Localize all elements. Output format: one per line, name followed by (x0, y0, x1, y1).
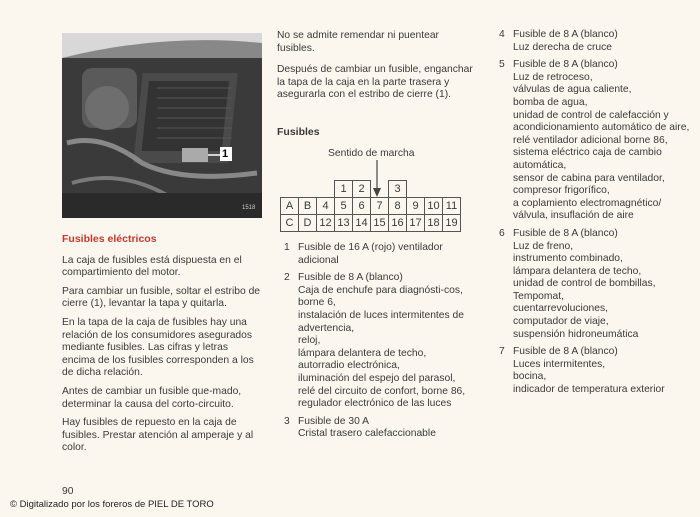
fuse-consumer: bocina, (513, 371, 547, 383)
grid-cell: C (281, 215, 299, 232)
paragraph: Antes de cambiar un fusible que-mado, determinar la causa del corto-circuito. (62, 385, 242, 410)
fuse-number: 3 (284, 415, 290, 427)
fuse-consumer: sistema eléctrico caja de cambio automática, (513, 147, 662, 171)
fuse-list-right (499, 29, 699, 402)
fuse-title: Fusible de 30 A (298, 415, 369, 427)
grid-cell: 15 (371, 215, 389, 232)
fuse-consumer: Cristal trasero calefaccionable (298, 428, 436, 440)
fuse-number: 6 (499, 227, 505, 239)
grid-cell: A (281, 198, 299, 215)
engine-compartment-photo (62, 33, 262, 218)
fuse-consumer: reloj, (298, 335, 321, 347)
grid-cell: 4 (317, 198, 335, 215)
fuse-consumer: autorradio electrónica, (298, 360, 400, 372)
paragraph: Después de cambiar un fusible, enganchar la tapa de la caja en la parte trasera y asegurarla con el estribo de cierre (1). (277, 64, 473, 101)
fuses-heading: Fusibles (277, 126, 320, 138)
grid-cell: 11 (443, 198, 461, 215)
fuse-consumer: Luz derecha de cruce (513, 41, 613, 53)
grid-cell: D (299, 215, 317, 232)
page-number: 90 (62, 486, 74, 497)
fuse-number: 4 (499, 29, 505, 40)
fuse-consumer: computador de viaje, (513, 316, 609, 328)
fuse-consumer: instrumento combinado, (513, 253, 623, 265)
middle-column (277, 30, 477, 102)
fuse-consumer: indicador de temperatura exterior (513, 384, 665, 396)
fuse-consumer: lámpara delantera de techo, (513, 265, 642, 277)
fuse-number: 7 (499, 346, 505, 358)
fuse-consumer: válvulas de agua caliente, (513, 84, 632, 96)
grid-cell: 1 (335, 181, 353, 198)
fuse-number: 5 (499, 59, 505, 71)
fuse-item (284, 242, 479, 267)
fuse-consumer: lámpara delantera de techo, (298, 347, 427, 359)
photo-callout: 1 (222, 148, 229, 160)
fuse-consumer: relé del circuito de confort, borne 86, regulador electrónico de las luces (298, 385, 466, 410)
fuse-item (284, 272, 479, 411)
fuse-item (499, 29, 699, 54)
fuse-consumer: unidad de control de bombillas, (513, 278, 656, 290)
fuse-consumer: iluminación del espejo del parasol, (298, 372, 456, 384)
grid-cell: 9 (407, 198, 425, 215)
grid-cell: 12 (317, 215, 335, 232)
figure-number: 1518 (242, 205, 256, 211)
fuse-list-middle (284, 242, 479, 446)
grid-cell: 7 (371, 198, 389, 215)
grid-cell: 14 (353, 215, 371, 232)
fuse-consumer: Luz de retroceso, (513, 71, 593, 83)
fuse-consumer: compresor frigorífico, (513, 185, 610, 197)
fuse-consumer: Luz de freno, (513, 240, 574, 252)
grid-cell: B (299, 198, 317, 215)
grid-cell: 18 (425, 215, 443, 232)
fuse-item (499, 59, 699, 223)
grid-cell: 19 (443, 215, 461, 232)
fuse-consumer: relé ventilador adicional borne 86, (513, 134, 668, 146)
paragraph: En la tapa de la caja de fusibles hay una relación de los consumidores asegurados mediante fusibles. Las cifras y letras encima de los fusibles corresponden a los de dicha relación. (62, 316, 254, 379)
fuse-number: 1 (284, 242, 290, 253)
fuse-title: Fusible de 16 A (rojo) ventilador adicional (298, 242, 443, 266)
fuse-consumer: bomba de agua, (513, 96, 588, 108)
grid-cell: 16 (389, 215, 407, 232)
fuse-consumer: cuentarrevoluciones, (513, 303, 609, 315)
grid-cell: 3 (389, 181, 407, 198)
fuse-item (284, 416, 479, 441)
left-column (62, 233, 262, 455)
fuse-item (499, 228, 699, 341)
direction-label: Sentido de marcha (328, 148, 415, 159)
grid-cell: 2 (353, 181, 371, 198)
fuse-title: Fusible de 8 A (blanco) (513, 346, 618, 358)
fuse-title: Fusible de 8 A (blanco) (513, 59, 618, 71)
grid-cell: 5 (335, 198, 353, 215)
grid-cell: 6 (353, 198, 371, 215)
fuse-title: Fusible de 8 A (blanco) (513, 227, 618, 239)
paragraph: Para cambiar un fusible, soltar el estribo de cierre (1), levantar la tapa y quitarla. (62, 285, 261, 310)
footer-credit: © Digitalizado por los foreros de PIEL DE TORO (10, 499, 214, 510)
paragraph: No se admite remendar ni puentear fusibles. (277, 30, 439, 54)
grid-cell: 10 (425, 198, 443, 215)
grid-cell: 13 (335, 215, 353, 232)
fuse-box-diagram (280, 180, 461, 232)
fuse-consumer: sensor de cabina para ventilador, (513, 172, 665, 184)
fuse-consumer: Tempomat, (513, 290, 564, 302)
fuse-item (499, 346, 699, 396)
fuse-title: Fusible de 8 A (blanco) (513, 29, 618, 40)
grid-cell: 17 (407, 215, 425, 232)
fuse-consumer: unidad de control de calefacción y acondicionamiento automático de aire, (513, 109, 690, 134)
fuse-consumer: suspensión hidroneumática (513, 328, 639, 340)
fuse-number: 2 (284, 272, 290, 284)
fuse-title: Fusible de 8 A (blanco) (298, 272, 403, 284)
fuse-consumer: Caja de enchufe para diagnósti-cos, borne 6, (298, 284, 463, 309)
fuse-consumer: Luces intermitentes, (513, 358, 606, 370)
fuse-consumer: a coplamiento electromagnético/ válvula, insuflación de aire (513, 197, 662, 222)
paragraph: Hay fusibles de repuesto en la caja de fusibles. Prestar atención al amperaje y al color. (62, 417, 254, 454)
grid-cell: 8 (389, 198, 407, 215)
fuse-consumer: instalación de luces intermitentes de advertencia, (298, 309, 464, 334)
paragraph: La caja de fusibles está dispuesta en el compartimiento del motor. (62, 254, 242, 279)
section-heading: Fusibles eléctricos (62, 233, 157, 245)
